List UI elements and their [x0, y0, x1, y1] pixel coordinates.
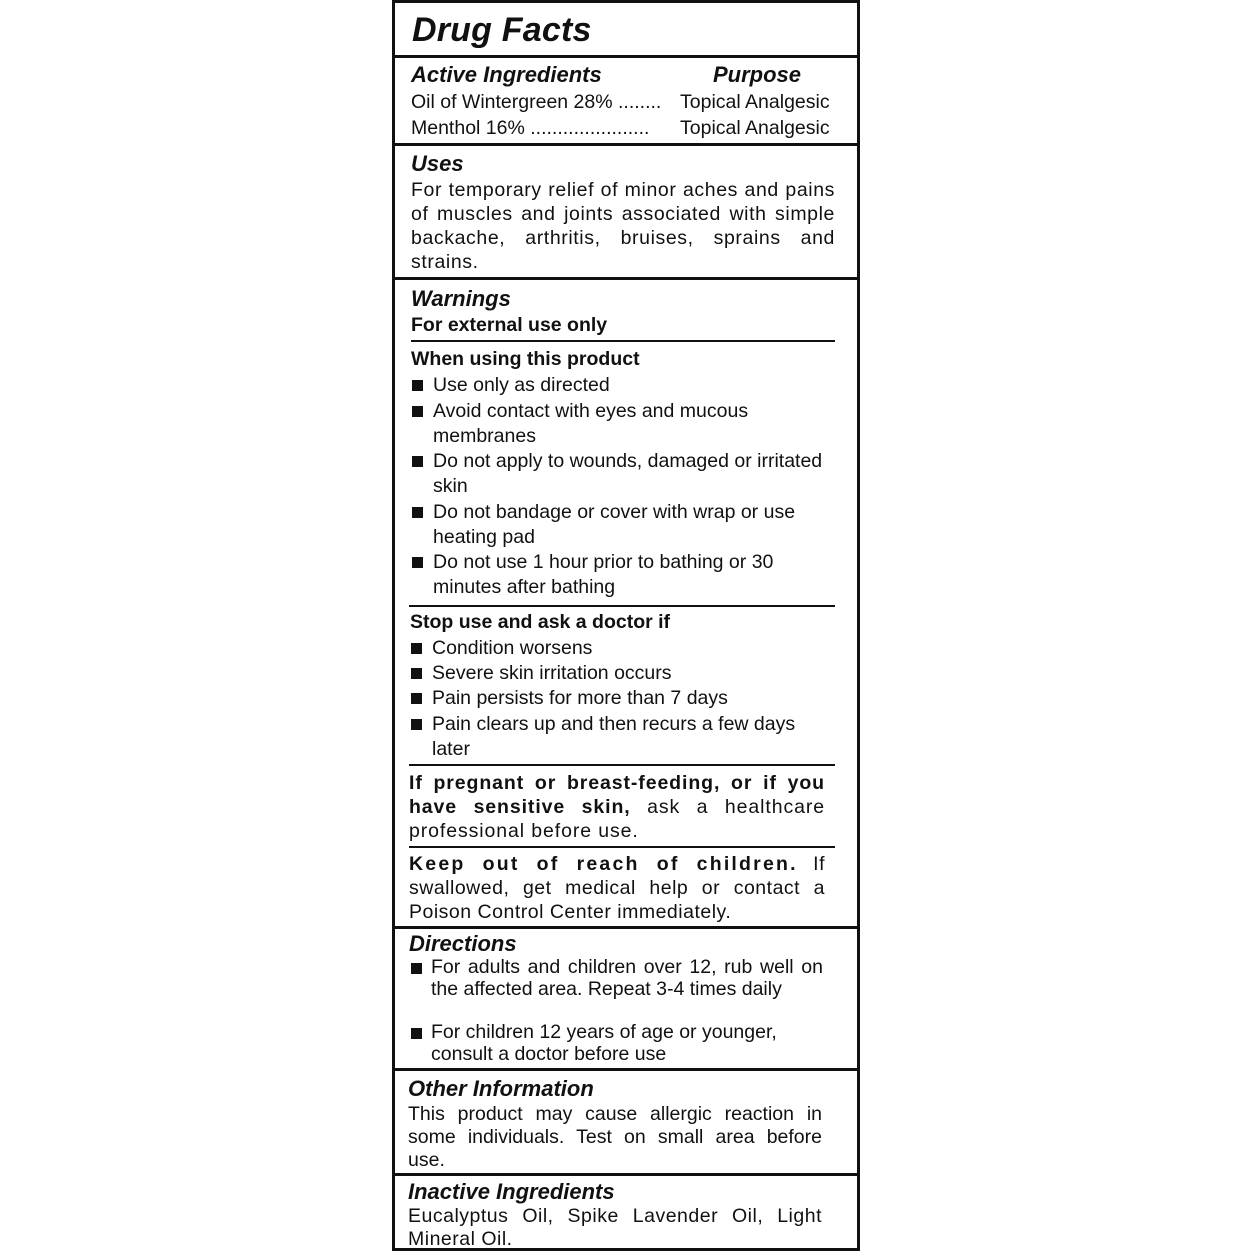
stop-use-item: Severe skin irritation occurs: [432, 662, 672, 684]
bullet-icon: [412, 507, 423, 518]
when-using-item: Use only as directed: [433, 374, 610, 396]
inactive-ingredients-text: Eucalyptus Oil, Spike Lavender Oil, Light Mineral Oil.: [408, 1205, 822, 1250]
uses-text: For temporary relief of minor aches and pains of muscles and joints associated with simple backache, arthritis, bruises, sprains and strains.: [411, 179, 835, 273]
bullet-icon: [412, 557, 423, 568]
bullet-icon: [412, 380, 423, 391]
when-using-item: Do not bandage or cover with wrap or use heating pad: [433, 501, 796, 548]
purpose-1: Topical Analgesic: [680, 91, 830, 113]
drug-facts-panel: [392, 0, 860, 1251]
pregnant-warning-text: ask a healthcare professional before use.: [409, 796, 826, 842]
divider: [395, 277, 857, 280]
bullet-icon: [412, 406, 423, 417]
bullet-icon: [411, 693, 422, 704]
active-ingredient-2: Menthol 16% ......................: [411, 117, 650, 139]
active-ingredients-heading: Active Ingredients: [411, 62, 602, 87]
other-information-heading: Other Information: [408, 1076, 594, 1101]
divider: [395, 926, 857, 929]
purpose-2: Topical Analgesic: [680, 117, 830, 139]
pregnant-warning: [409, 771, 825, 843]
children-warning-bold: Keep out of reach of children.: [409, 853, 798, 875]
directions-heading: Directions: [409, 931, 517, 956]
bullet-icon: [411, 668, 422, 679]
stop-use-heading: Stop use and ask a doctor if: [410, 611, 671, 633]
directions-item: For adults and children over 12, rub well on the affected area. Repeat 3-4 times daily: [431, 956, 823, 1000]
bullet-icon: [412, 456, 423, 467]
divider: [409, 764, 835, 766]
divider: [409, 605, 835, 607]
divider: [395, 1173, 857, 1176]
divider: [411, 340, 835, 342]
external-use-only: For external use only: [411, 314, 608, 336]
other-information-text: This product may cause allergic reaction in some individuals. Test on small area before use.: [408, 1103, 822, 1171]
drug-facts-title: Drug Facts: [412, 11, 592, 49]
bullet-icon: [411, 643, 422, 654]
children-warning: [409, 852, 825, 924]
active-ingredient-1: Oil of Wintergreen 28% ........: [411, 91, 662, 113]
directions-item: For children 12 years of age or younger, consult a doctor before use: [431, 1021, 777, 1065]
bullet-icon: [411, 1028, 422, 1039]
inactive-ingredients-heading: Inactive Ingredients: [408, 1179, 615, 1204]
stop-use-item: Pain persists for more than 7 days: [432, 687, 728, 709]
divider: [395, 1068, 857, 1071]
bullet-icon: [411, 963, 422, 974]
warnings-heading: Warnings: [411, 286, 511, 311]
when-using-heading: When using this product: [411, 348, 640, 370]
pregnant-warning-bold: If pregnant or breast-feeding, or if you have sensitive skin,: [409, 772, 825, 818]
divider: [409, 846, 835, 848]
bullet-icon: [411, 719, 422, 730]
purpose-heading: Purpose: [713, 62, 802, 87]
stop-use-item: Pain clears up and then recurs a few days later: [432, 713, 796, 760]
stop-use-item: Condition worsens: [432, 637, 593, 659]
divider: [395, 55, 857, 58]
children-warning-text: If swallowed, get medical help or contact a Poison Control Center immediately.: [409, 853, 825, 923]
when-using-item: Avoid contact with eyes and mucous membranes: [433, 400, 749, 447]
when-using-item: Do not use 1 hour prior to bathing or 30 minutes after bathing: [433, 551, 774, 598]
when-using-item: Do not apply to wounds, damaged or irritated skin: [433, 450, 823, 497]
uses-heading: Uses: [411, 151, 464, 176]
divider: [395, 143, 857, 146]
